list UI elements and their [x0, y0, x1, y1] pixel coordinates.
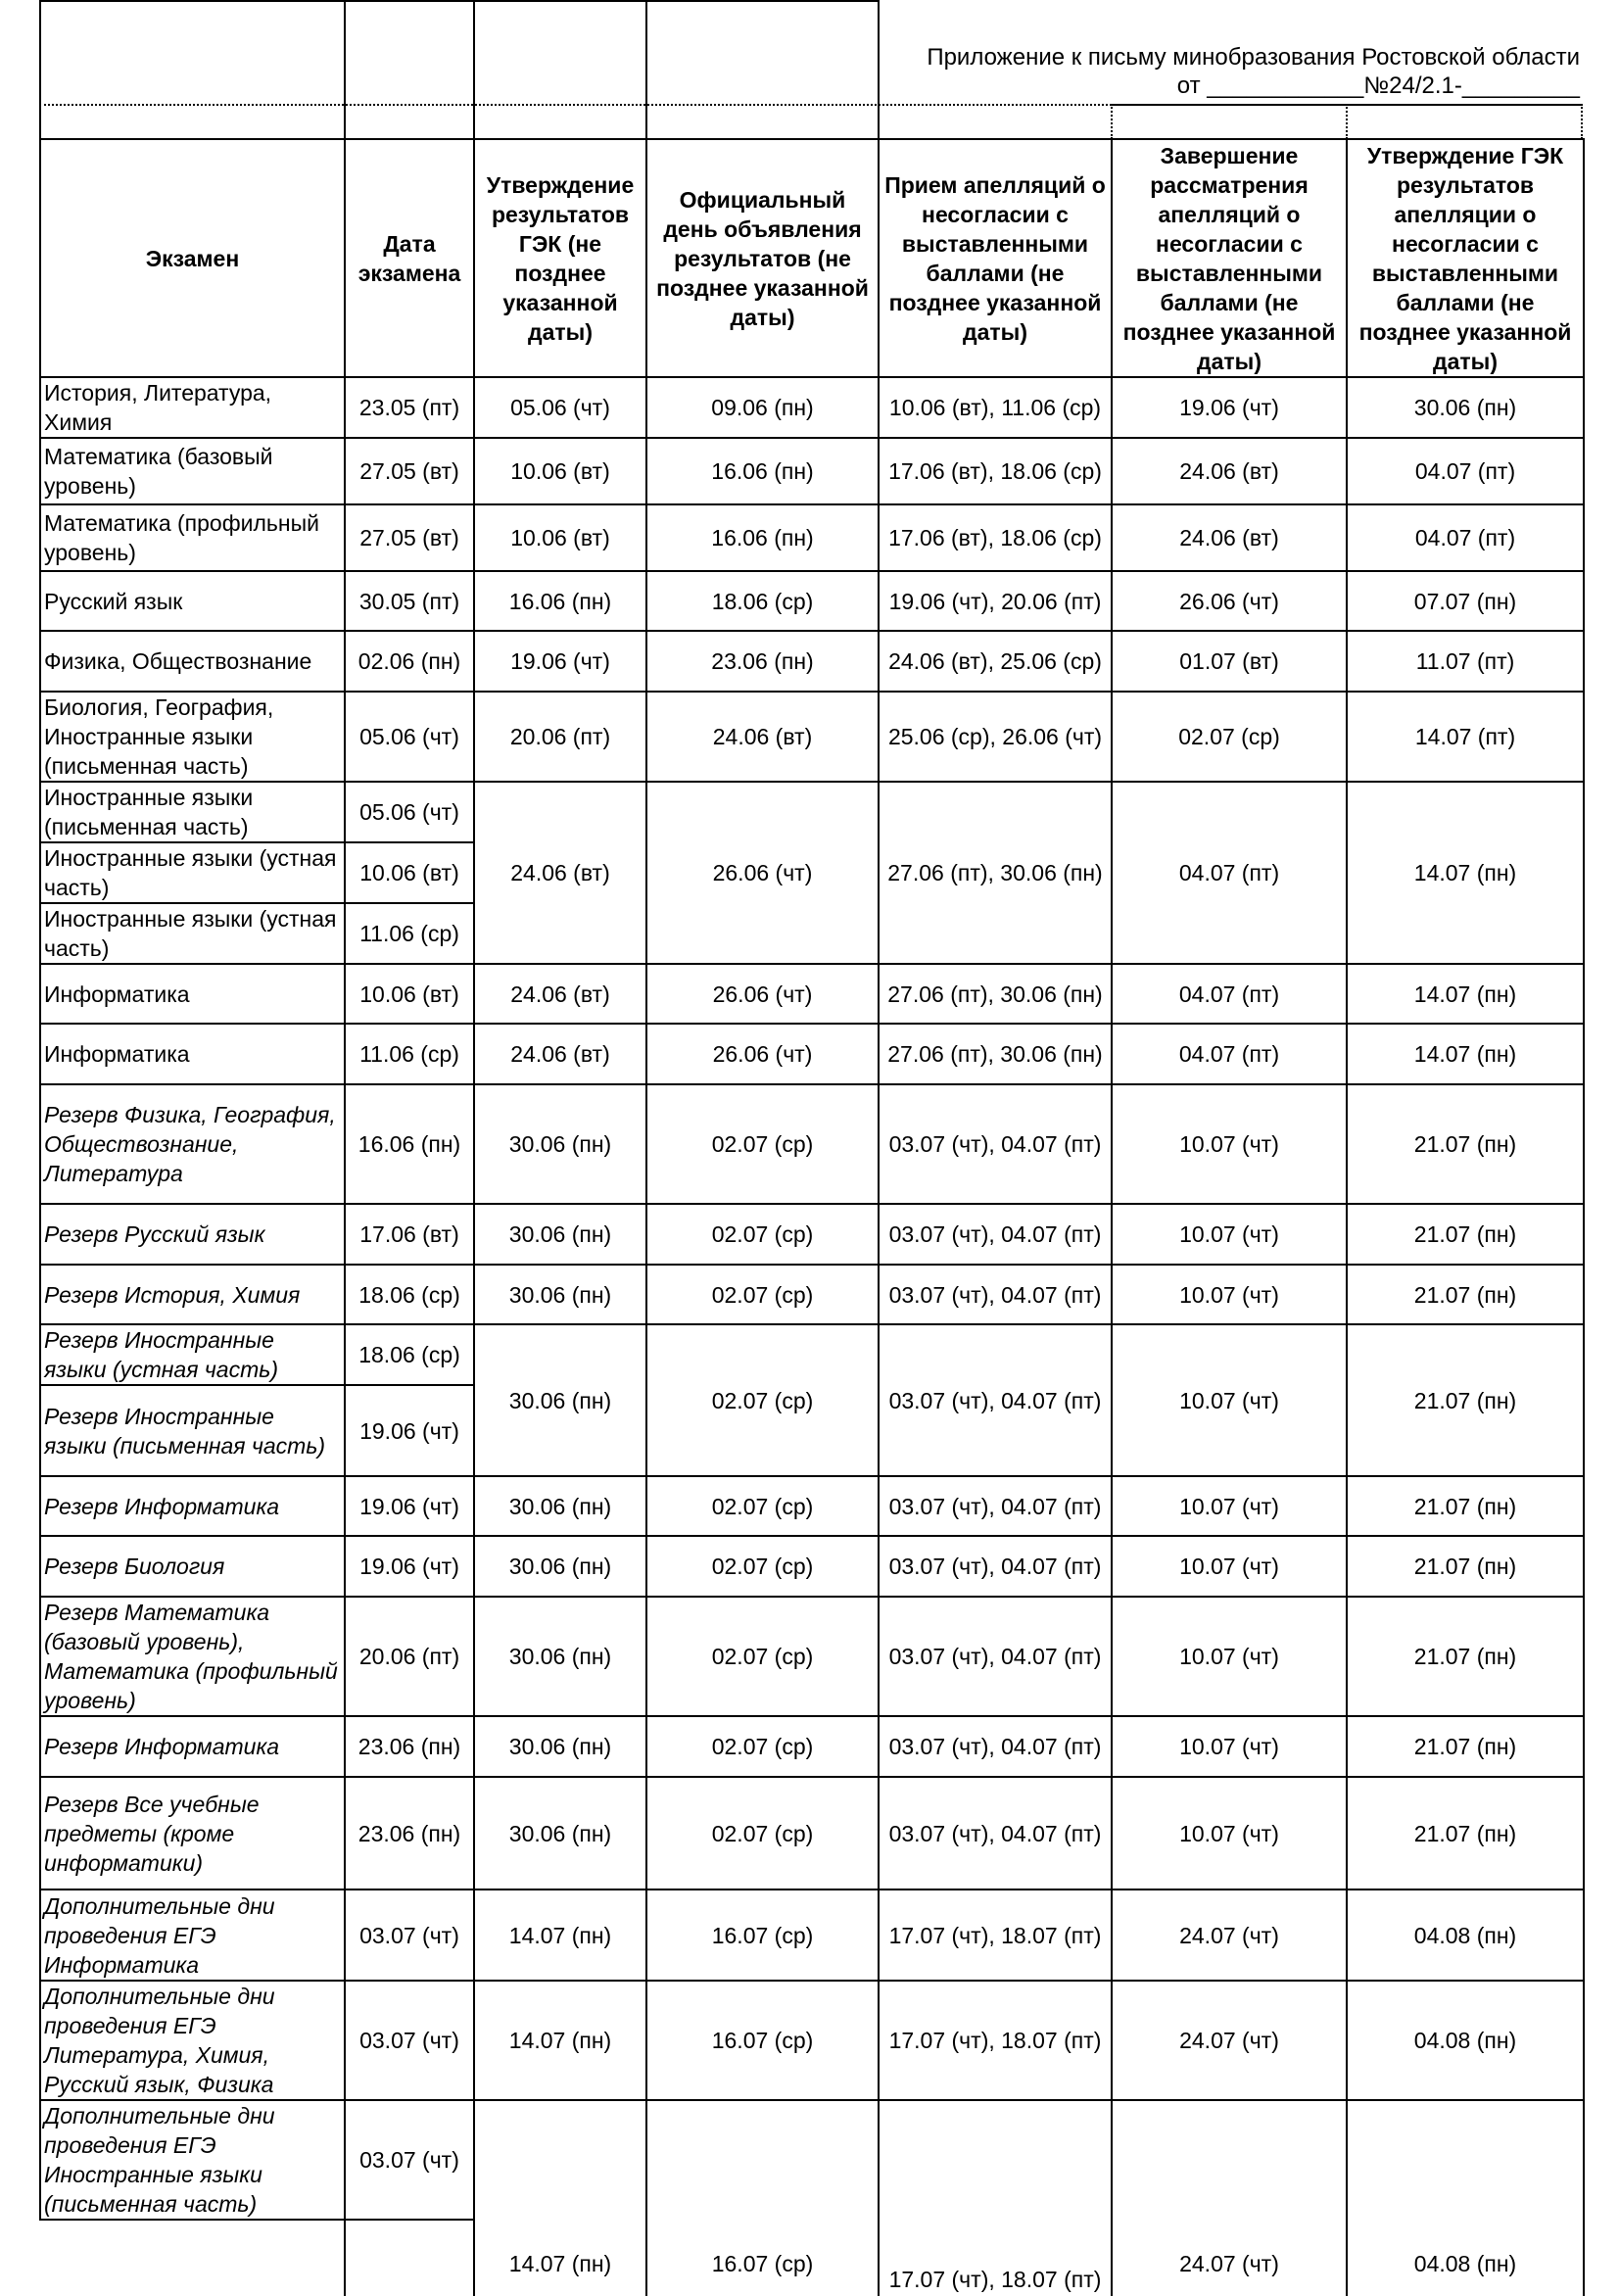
date-cell: 17.06 (вт)	[345, 1204, 474, 1265]
date-cell: 18.06 (ср)	[345, 1265, 474, 1324]
official-cell: 02.07 (ср)	[646, 1716, 879, 1777]
date-cell: 05.06 (чт)	[345, 692, 474, 782]
appeal-cell: 27.06 (пт), 30.06 (пн)	[879, 782, 1112, 964]
exam-cell: Математика (базовый уровень)	[40, 438, 345, 504]
col-header-gek: Утверждение результатов ГЭК (не позднее указанной даты)	[474, 139, 646, 377]
gek-cell: 16.06 (пн)	[474, 571, 646, 631]
table-row	[40, 1981, 1584, 2100]
official-cell: 16.06 (пн)	[646, 438, 879, 504]
table-row	[40, 1265, 1584, 1324]
appeal-cell: 10.06 (вт), 11.06 (ср)	[879, 377, 1112, 438]
official-cell: 16.07 (ср)	[646, 2100, 879, 2296]
date-cell: 27.05 (вт)	[345, 438, 474, 504]
appeal-cell: 03.07 (чт), 04.07 (пт)	[879, 1265, 1112, 1324]
top-col-divider	[1346, 104, 1348, 139]
approve-cell: 21.07 (пн)	[1347, 1324, 1584, 1476]
exam-cell: Физика, Обществознание	[40, 631, 345, 692]
finish-cell: 04.07 (пт)	[1112, 1024, 1347, 1084]
appeal-cell: 27.06 (пт), 30.06 (пн)	[879, 1024, 1112, 1084]
approve-cell: 14.07 (пн)	[1347, 964, 1584, 1024]
table-row	[40, 377, 1584, 438]
attachment-note	[927, 43, 1580, 100]
gek-cell: 20.06 (пт)	[474, 692, 646, 782]
date-cell: 20.06 (пт)	[345, 1597, 474, 1716]
finish-cell: 02.07 (ср)	[1112, 692, 1347, 782]
table-row	[40, 1476, 1584, 1536]
official-cell: 02.07 (ср)	[646, 1324, 879, 1476]
finish-cell: 10.07 (чт)	[1112, 1084, 1347, 1204]
exam-cell: Резерв Иностранные языки (письменная часть)	[40, 1385, 345, 1476]
exam-schedule-table	[39, 138, 1585, 2296]
approve-cell: 21.07 (пн)	[1347, 1716, 1584, 1777]
gek-cell: 30.06 (пн)	[474, 1324, 646, 1476]
exam-cell: Резерв Иностранные языки (устная часть)	[40, 1324, 345, 1385]
official-cell: 09.06 (пн)	[646, 377, 879, 438]
finish-cell: 26.06 (чт)	[1112, 571, 1347, 631]
official-cell: 23.06 (пн)	[646, 631, 879, 692]
appeal-cell: 17.07 (чт), 18.07 (пт)	[879, 2100, 1112, 2296]
table-header-row	[40, 139, 1584, 377]
official-cell: 16.07 (ср)	[646, 1889, 879, 1981]
gek-cell: 30.06 (пн)	[474, 1536, 646, 1597]
exam-cell: Резерв Информатика	[40, 1476, 345, 1536]
date-cell: 02.06 (пн)	[345, 631, 474, 692]
gek-cell: 30.06 (пн)	[474, 1204, 646, 1265]
exam-cell: Биология, География, Иностранные языки (письменная часть)	[40, 692, 345, 782]
official-cell: 02.07 (ср)	[646, 1777, 879, 1889]
official-cell: 18.06 (ср)	[646, 571, 879, 631]
col-header-finish: Завершение рассматрения апелляций о несогласии с выставленными баллами (не позднее указанной даты)	[1112, 139, 1347, 377]
finish-cell: 24.07 (чт)	[1112, 2100, 1347, 2296]
finish-cell: 24.07 (чт)	[1112, 1981, 1347, 2100]
official-cell: 02.07 (ср)	[646, 1204, 879, 1265]
table-row	[40, 2100, 1584, 2220]
approve-cell: 04.08 (пн)	[1347, 1981, 1584, 2100]
date-cell: 16.06 (пн)	[345, 1084, 474, 1204]
top-col-divider	[878, 0, 880, 139]
date-cell: 23.05 (пт)	[345, 377, 474, 438]
date-cell: 23.06 (пн)	[345, 1716, 474, 1777]
appeal-cell: 24.06 (вт), 25.06 (ср)	[879, 631, 1112, 692]
approve-cell: 07.07 (пн)	[1347, 571, 1584, 631]
approve-cell: 04.07 (пт)	[1347, 504, 1584, 571]
gek-cell: 10.06 (вт)	[474, 504, 646, 571]
approve-cell: 04.08 (пн)	[1347, 2100, 1584, 2296]
finish-cell: 24.06 (вт)	[1112, 438, 1347, 504]
date-cell: 03.07 (чт)	[345, 1981, 474, 2100]
gek-cell: 30.06 (пн)	[474, 1084, 646, 1204]
top-col-divider	[473, 0, 475, 139]
official-cell: 02.07 (ср)	[646, 1265, 879, 1324]
exam-cell: Резерв Информатика	[40, 1716, 345, 1777]
finish-cell: 24.06 (вт)	[1112, 504, 1347, 571]
exam-cell: Резерв Математика (базовый уровень), Математика (профильный уровень)	[40, 1597, 345, 1716]
finish-cell: 10.07 (чт)	[1112, 1476, 1347, 1536]
finish-cell: 10.07 (чт)	[1112, 1265, 1347, 1324]
col-header-approve: Утверждение ГЭК результатов апелляции о несогласии с выставленными баллами (не позднее указанной даты)	[1347, 139, 1584, 377]
top-col-divider	[1111, 104, 1113, 139]
top-col-divider	[344, 0, 346, 139]
official-cell: 02.07 (ср)	[646, 1476, 879, 1536]
date-cell: 10.06 (вт)	[345, 964, 474, 1024]
table-row	[40, 1777, 1584, 1889]
approve-cell: 14.07 (пт)	[1347, 692, 1584, 782]
official-cell: 16.07 (ср)	[646, 1981, 879, 2100]
empty-cell	[345, 2220, 474, 2296]
gek-cell: 14.07 (пн)	[474, 1981, 646, 2100]
appeal-cell: 03.07 (чт), 04.07 (пт)	[879, 1084, 1112, 1204]
appeal-cell: 17.06 (вт), 18.06 (ср)	[879, 438, 1112, 504]
date-cell: 03.07 (чт)	[345, 2100, 474, 2220]
official-cell: 02.07 (ср)	[646, 1536, 879, 1597]
gek-cell: 30.06 (пн)	[474, 1597, 646, 1716]
exam-cell: Иностранные языки (письменная часть)	[40, 782, 345, 842]
date-cell: 11.06 (ср)	[345, 1024, 474, 1084]
finish-cell: 19.06 (чт)	[1112, 377, 1347, 438]
appeal-cell: 03.07 (чт), 04.07 (пт)	[879, 1536, 1112, 1597]
official-cell: 24.06 (вт)	[646, 692, 879, 782]
gek-cell: 24.06 (вт)	[474, 964, 646, 1024]
appeal-cell: 03.07 (чт), 04.07 (пт)	[879, 1716, 1112, 1777]
date-cell: 05.06 (чт)	[345, 782, 474, 842]
gek-cell: 30.06 (пн)	[474, 1716, 646, 1777]
top-border	[39, 0, 878, 2]
exam-cell: Дополнительные дни проведения ЕГЭ Иностранные языки (письменная часть)	[40, 2100, 345, 2220]
empty-cell	[40, 2220, 345, 2296]
col-header-date: Дата экзамена	[345, 139, 474, 377]
exam-cell: Иностранные языки (устная часть)	[40, 903, 345, 964]
approve-cell: 21.07 (пн)	[1347, 1777, 1584, 1889]
table-row	[40, 1536, 1584, 1597]
appeal-cell: 03.07 (чт), 04.07 (пт)	[879, 1204, 1112, 1265]
finish-cell: 10.07 (чт)	[1112, 1324, 1347, 1476]
exam-cell: Резерв Русский язык	[40, 1204, 345, 1265]
table-row	[40, 571, 1584, 631]
finish-cell: 10.07 (чт)	[1112, 1716, 1347, 1777]
approve-cell: 14.07 (пн)	[1347, 782, 1584, 964]
official-cell: 02.07 (ср)	[646, 1597, 879, 1716]
approve-cell: 21.07 (пн)	[1347, 1204, 1584, 1265]
date-cell: 23.06 (пн)	[345, 1777, 474, 1889]
appeal-cell: 27.06 (пт), 30.06 (пн)	[879, 964, 1112, 1024]
table-row	[40, 631, 1584, 692]
finish-cell: 10.07 (чт)	[1112, 1777, 1347, 1889]
exam-cell: Резерв История, Химия	[40, 1265, 345, 1324]
exam-cell: Информатика	[40, 1024, 345, 1084]
approve-cell: 21.07 (пн)	[1347, 1597, 1584, 1716]
gek-cell: 05.06 (чт)	[474, 377, 646, 438]
approve-cell: 21.07 (пн)	[1347, 1536, 1584, 1597]
table-row	[40, 504, 1584, 571]
exam-cell: Иностранные языки (устная часть)	[40, 842, 345, 903]
exam-cell: Информатика	[40, 964, 345, 1024]
approve-cell: 30.06 (пн)	[1347, 377, 1584, 438]
table-row	[40, 692, 1584, 782]
gek-cell: 14.07 (пн)	[474, 2100, 646, 2296]
attachment-line-1: Приложение к письму минобразования Ростовской области	[927, 44, 1580, 71]
gek-cell: 24.06 (вт)	[474, 782, 646, 964]
approve-cell: 14.07 (пн)	[1347, 1024, 1584, 1084]
exam-cell: История, Литература, Химия	[40, 377, 345, 438]
exam-cell: Дополнительные дни проведения ЕГЭ Литература, Химия, Русский язык, Физика	[40, 1981, 345, 2100]
date-cell: 11.06 (ср)	[345, 903, 474, 964]
table-row	[40, 964, 1584, 1024]
approve-cell: 21.07 (пн)	[1347, 1476, 1584, 1536]
table-row	[40, 1204, 1584, 1265]
gek-cell: 30.06 (пн)	[474, 1265, 646, 1324]
official-cell: 26.06 (чт)	[646, 782, 879, 964]
date-cell: 30.05 (пт)	[345, 571, 474, 631]
appeal-cell: 03.07 (чт), 04.07 (пт)	[879, 1777, 1112, 1889]
date-cell: 10.06 (вт)	[345, 842, 474, 903]
official-cell: 26.06 (чт)	[646, 1024, 879, 1084]
finish-cell: 10.07 (чт)	[1112, 1597, 1347, 1716]
approve-cell: 04.08 (пн)	[1347, 1889, 1584, 1981]
finish-cell: 01.07 (вт)	[1112, 631, 1347, 692]
approve-cell: 04.07 (пт)	[1347, 438, 1584, 504]
exam-cell: Русский язык	[40, 571, 345, 631]
exam-cell: Резерв Биология	[40, 1536, 345, 1597]
date-cell: 27.05 (вт)	[345, 504, 474, 571]
official-cell: 16.06 (пн)	[646, 504, 879, 571]
appeal-cell: 17.06 (вт), 18.06 (ср)	[879, 504, 1112, 571]
table-row	[40, 782, 1584, 842]
date-cell: 03.07 (чт)	[345, 1889, 474, 1981]
table-row	[40, 438, 1584, 504]
gek-cell: 24.06 (вт)	[474, 1024, 646, 1084]
table-row	[40, 1889, 1584, 1981]
finish-cell: 24.07 (чт)	[1112, 1889, 1347, 1981]
exam-cell: Математика (профильный уровень)	[40, 504, 345, 571]
exam-cell: Резерв Физика, География, Обществознание, Литература	[40, 1084, 345, 1204]
table-row	[40, 1597, 1584, 1716]
appeal-cell: 17.07 (чт), 18.07 (пт)	[879, 1889, 1112, 1981]
table-row	[40, 1084, 1584, 1204]
official-cell: 26.06 (чт)	[646, 964, 879, 1024]
gek-cell: 10.06 (вт)	[474, 438, 646, 504]
gek-cell: 30.06 (пн)	[474, 1476, 646, 1536]
gek-cell: 19.06 (чт)	[474, 631, 646, 692]
appeal-cell: 03.07 (чт), 04.07 (пт)	[879, 1476, 1112, 1536]
appeal-cell: 25.06 (ср), 26.06 (чт)	[879, 692, 1112, 782]
date-cell: 19.06 (чт)	[345, 1536, 474, 1597]
official-cell: 02.07 (ср)	[646, 1084, 879, 1204]
date-cell: 19.06 (чт)	[345, 1476, 474, 1536]
top-col-divider	[645, 0, 647, 139]
date-cell: 18.06 (ср)	[345, 1324, 474, 1385]
approve-cell: 21.07 (пн)	[1347, 1265, 1584, 1324]
finish-cell: 10.07 (чт)	[1112, 1536, 1347, 1597]
approve-cell: 11.07 (пт)	[1347, 631, 1584, 692]
appeal-cell: 03.07 (чт), 04.07 (пт)	[879, 1597, 1112, 1716]
top-col-divider	[1581, 104, 1583, 139]
col-header-official: Официальный день объявления результатов (не позднее указанной даты)	[646, 139, 879, 377]
table-row	[40, 1024, 1584, 1084]
top-left-border	[39, 0, 41, 139]
col-header-exam: Экзамен	[40, 139, 345, 377]
table-row	[40, 1324, 1584, 1385]
table-row	[40, 1716, 1584, 1777]
appeal-cell: 03.07 (чт), 04.07 (пт)	[879, 1324, 1112, 1476]
gek-cell: 30.06 (пн)	[474, 1777, 646, 1889]
date-cell: 19.06 (чт)	[345, 1385, 474, 1476]
col-header-appeal: Прием апелляций о несогласии с выставленными баллами (не позднее указанной даты)	[879, 139, 1112, 377]
exam-cell: Резерв Все учебные предметы (кроме информатики)	[40, 1777, 345, 1889]
finish-cell: 04.07 (пт)	[1112, 782, 1347, 964]
approve-cell: 21.07 (пн)	[1347, 1084, 1584, 1204]
finish-cell: 04.07 (пт)	[1112, 964, 1347, 1024]
appeal-cell: 19.06 (чт), 20.06 (пт)	[879, 571, 1112, 631]
finish-cell: 10.07 (чт)	[1112, 1204, 1347, 1265]
gek-cell: 14.07 (пн)	[474, 1889, 646, 1981]
attachment-line-2: от ____________№24/2.1-_________	[1176, 72, 1580, 99]
exam-cell: Дополнительные дни проведения ЕГЭ Информатика	[40, 1889, 345, 1981]
appeal-cell: 17.07 (чт), 18.07 (пт)	[879, 1981, 1112, 2100]
